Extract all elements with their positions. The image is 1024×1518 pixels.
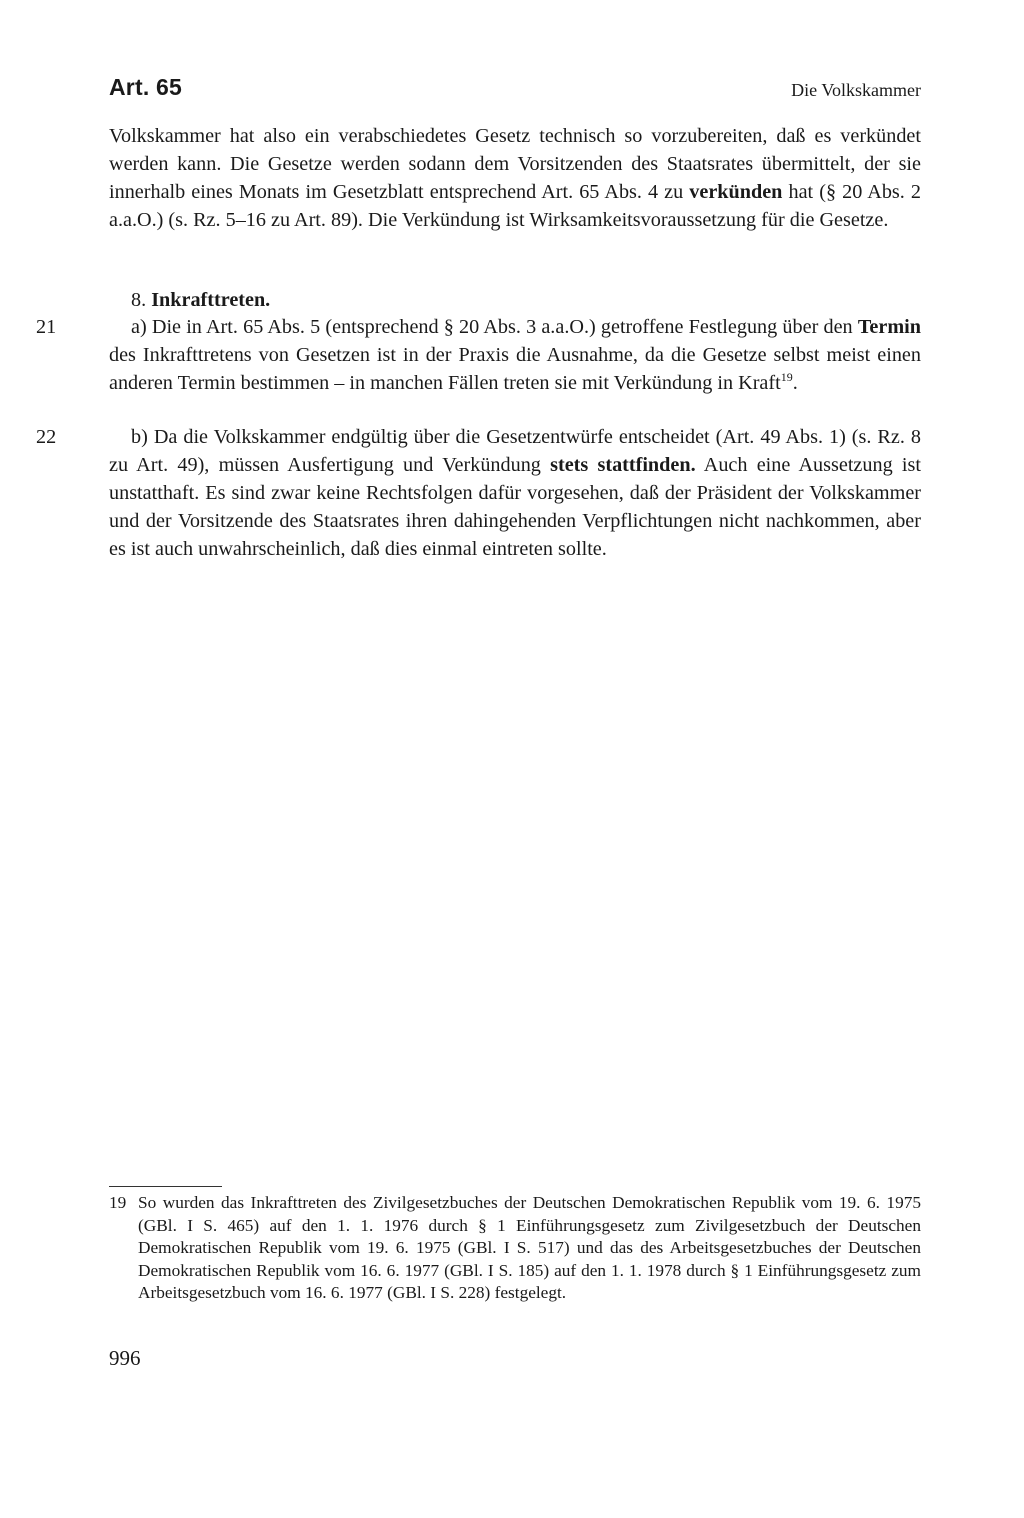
- paragraph-21: [109, 313, 921, 397]
- margin-number: 21: [36, 316, 57, 338]
- running-header-section: Die Volkskammer: [791, 80, 921, 100]
- paragraph-text: Volkskammer hat also ein verabschiedetes Gesetz technisch so vorzubereiten, daß es verkündet werden kann. Die Gesetze werden sodann dem Vorsitzenden des Staatsrates übermittelt, der sie innerhalb eines Monats im Gesetzblatt entsprechend Art. 65 Abs. 4 zu: [109, 125, 921, 203]
- page-number: 996: [109, 1346, 141, 1370]
- section-heading: [131, 286, 270, 314]
- emphasis-text: Termin: [857, 316, 921, 338]
- footnote-reference[interactable]: 19: [780, 370, 793, 384]
- footnote-text: So wurden das Inkrafttreten des Zivilgesetzbuches der Deutschen Demokratischen Republik vom 19. 6. 1975 (GBl. I S. 465) auf den 1. 1. 1976 durch § 1 Einführungsgesetz zum Zivilgesetzbuch der Deutschen Demokratischen Republik vom 19. 6. 1975 (GBl. I S. 517) und das des Arbeitsgesetzbuches der Deutschen Demokratischen Republik vom 16. 6. 1977 (GBl. I S. 185) auf den 1. 1. 1978 durch § 1 Einführungsgesetz zum Arbeitsgesetzbuch vom 16. 6. 1977 (GBl. I S. 228) festgelegt.: [138, 1193, 921, 1303]
- paragraph-text: .: [792, 372, 798, 394]
- footnote: [109, 1192, 921, 1305]
- paragraph-text: a) Die in Art. 65 Abs. 5 (entsprechend § 20 Abs. 3 a.a.O.) getroffene Festlegung über den: [131, 316, 858, 338]
- paragraph-text: Auch eine Aussetzung ist unstatthaft. Es sind zwar keine Rechtsfolgen dafür vorgesehen, daß der Präsident der Volkskammer und der Vorsitzende des Staatsrates ihren dahingehenden Verpflichtungen nicht nachkommen, aber es ist auch unwahrscheinlich, daß dies einmal eintreten sollte.: [109, 454, 921, 560]
- paragraph-text: hat (§ 20 Abs. 2 a.a.O.) (s. Rz. 5–16 zu Art. 89). Die Verkündung ist Wirksamkeitsvoraussetzung für die Gesetze.: [109, 181, 921, 231]
- footnote-divider: [109, 1186, 222, 1187]
- running-header-article: Art. 65: [109, 74, 182, 100]
- emphasis-text: verkünden: [689, 181, 783, 203]
- margin-number: 22: [36, 426, 57, 448]
- paragraph-continuation: [109, 122, 921, 234]
- footnote-number: 19: [109, 1193, 127, 1212]
- paragraph-text: b) Da die Volkskammer endgültig über die Gesetzentwürfe entscheidet (Art. 49 Abs. 1) (s. Rz. 8 zu Art. 49), müssen Ausfertigung und Verkündung: [109, 426, 921, 476]
- paragraph-22: [109, 423, 921, 563]
- emphasis-text: stets stattfinden.: [550, 454, 696, 476]
- heading-title: Inkrafttreten.: [151, 289, 271, 311]
- paragraph-text: des Inkrafttretens von Gesetzen ist in der Praxis die Ausnahme, da die Gesetze selbst meist einen anderen Termin bestimmen – in manchen Fällen treten sie mit Verkündung in Kraft: [109, 344, 921, 394]
- heading-number: 8.: [131, 289, 152, 311]
